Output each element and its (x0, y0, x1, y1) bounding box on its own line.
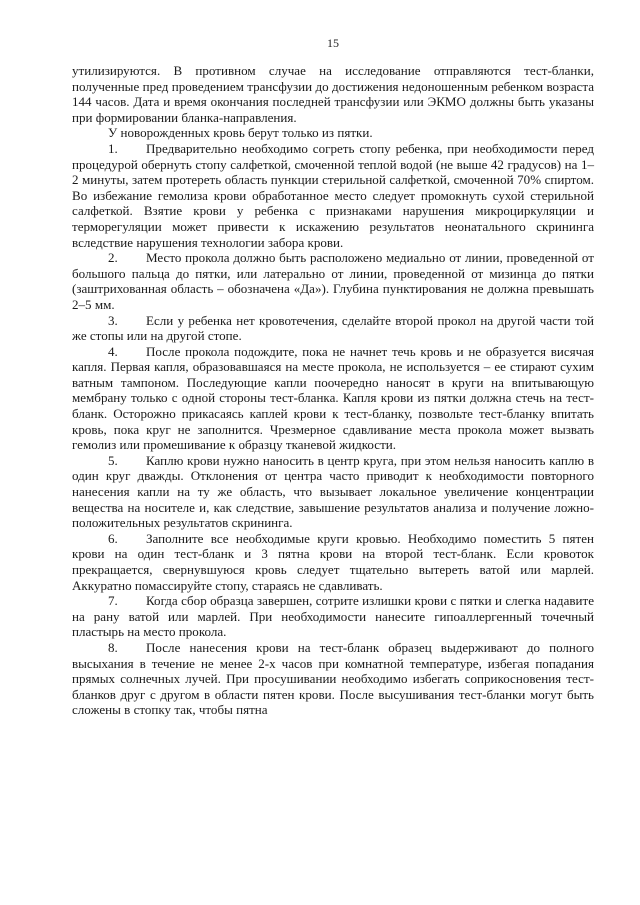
list-item-4 (72, 344, 594, 453)
list-item-8 (72, 640, 594, 718)
list-item-number: 5. (108, 452, 118, 468)
list-item-7 (72, 593, 594, 640)
intro-continuation-paragraph: утилизируются. В противном случае на исследование отправляются тест-бланки, полученные пред проведением трансфузии до достижения недоношенным ребенком возраста 144 часов. Дата и время окончания последней трансфузии или ЭКМО должны быть указаны при формировании бланка-направления. (72, 63, 594, 125)
list-item-number: 7. (108, 593, 118, 609)
list-item-number: 3. (108, 312, 118, 328)
list-item-number: 1. (108, 140, 118, 156)
lead-sentence: У новорожденных кровь берут только из пятки. (108, 125, 373, 141)
list-item-text: Место прокола должно быть расположено медиально от линии, проведенной от большого пальца до пятки, или латерально от линии, проведенной от мизинца до пятки (заштрихованная область – обозначена «Да»). Глубина пунктирования не должна превышать 2–5 мм. (72, 250, 594, 312)
list-item-6 (72, 531, 594, 593)
list-item-text: Если у ребенка нет кровотечения, сделайте второй прокол на другой части той же стопы или на другой стопе. (72, 312, 594, 344)
list-item-5 (72, 453, 594, 531)
list-item-number: 2. (108, 250, 118, 266)
list-item-number: 4. (108, 343, 118, 359)
list-item-2 (72, 250, 594, 312)
list-item-text: Заполните все необходимые круги кровью. Необходимо поместить 5 пятен крови на один тест-бланк и 3 пятна крови на второй тест-бланк. Если кровоток прекращается, свернувшуюся кровь следует тщательно вытереть ватой или марлей. Аккуратно помассируйте стопу, стараясь не сдавливать. (72, 530, 594, 593)
list-item-number: 6. (108, 530, 118, 546)
document-page (72, 36, 594, 718)
list-item-text: После прокола подождите, пока не начнет течь кровь и не образуется висячая капля. Первая капля, образовавшаяся на месте прокола, не используется – ее стирают сухим ватным тампоном. Последующие капли поочередно наносят в круги на впитывающую мембрану только с одной стороны тест-бланка. Капля крови из пятки должна стечь на тест-бланк. Осторожно прикасаясь каплей крови к тест-бланку, позвольте тест-бланку впитать кровь, пока круг не заполнится. Чрезмерное сдавливание места прокола может вызвать гемолиз или промешивание к образцу тканевой жидкости. (72, 343, 594, 453)
list-item-number: 8. (108, 639, 118, 655)
list-item-text: После нанесения крови на тест-бланк образец выдерживают до полного высыхания в течение не менее 2-х часов при комнатной температуре, избегая попадания прямых солнечных лучей. При просушивании необходимо избегать соприкосновения тест-бланков друг с другом в области пятен крови. После высушивания тест-бланки могут быть сложены в стопку так, чтобы пятна (72, 639, 594, 718)
list-item-3 (72, 313, 594, 344)
list-item-1 (72, 141, 594, 250)
list-item-text: Когда сбор образца завершен, сотрите излишки крови с пятки и слегка надавите на рану ватой или марлей. При необходимости нанесите гипоаллергенный точечный пластырь на место прокола. (72, 593, 594, 640)
list-item-text: Предварительно необходимо согреть стопу ребенка, при необходимости перед процедурой обернуть стопу салфеткой, смоченной теплой водой (не выше 42 градусов) на 1–2 минуты, затем протереть область пункции стерильной салфеткой, смоченной 70% спиртом. Во избежание гемолиза крови обработанное место следует промокнуть сухой стерильной салфеткой. Взятие крови у ребенка с признаками нарушения микроциркуляции и терморегуляции может привести к искажению результатов неонатального скрининга вследствие нарушения технологии забора крови. (72, 140, 594, 250)
list-item-text: Каплю крови нужно наносить в центр круга, при этом нельзя наносить каплю в один круг дважды. Отклонения от центра часто приводит к необходимости повторного нанесения капли на ту же область, что вызывает локальное увеличение концентрации вещества на носителе и, как следствие, завышение результатов анализа и получение ложно-положительных результатов скрининга. (72, 452, 594, 531)
page-number: 15 (327, 36, 339, 50)
